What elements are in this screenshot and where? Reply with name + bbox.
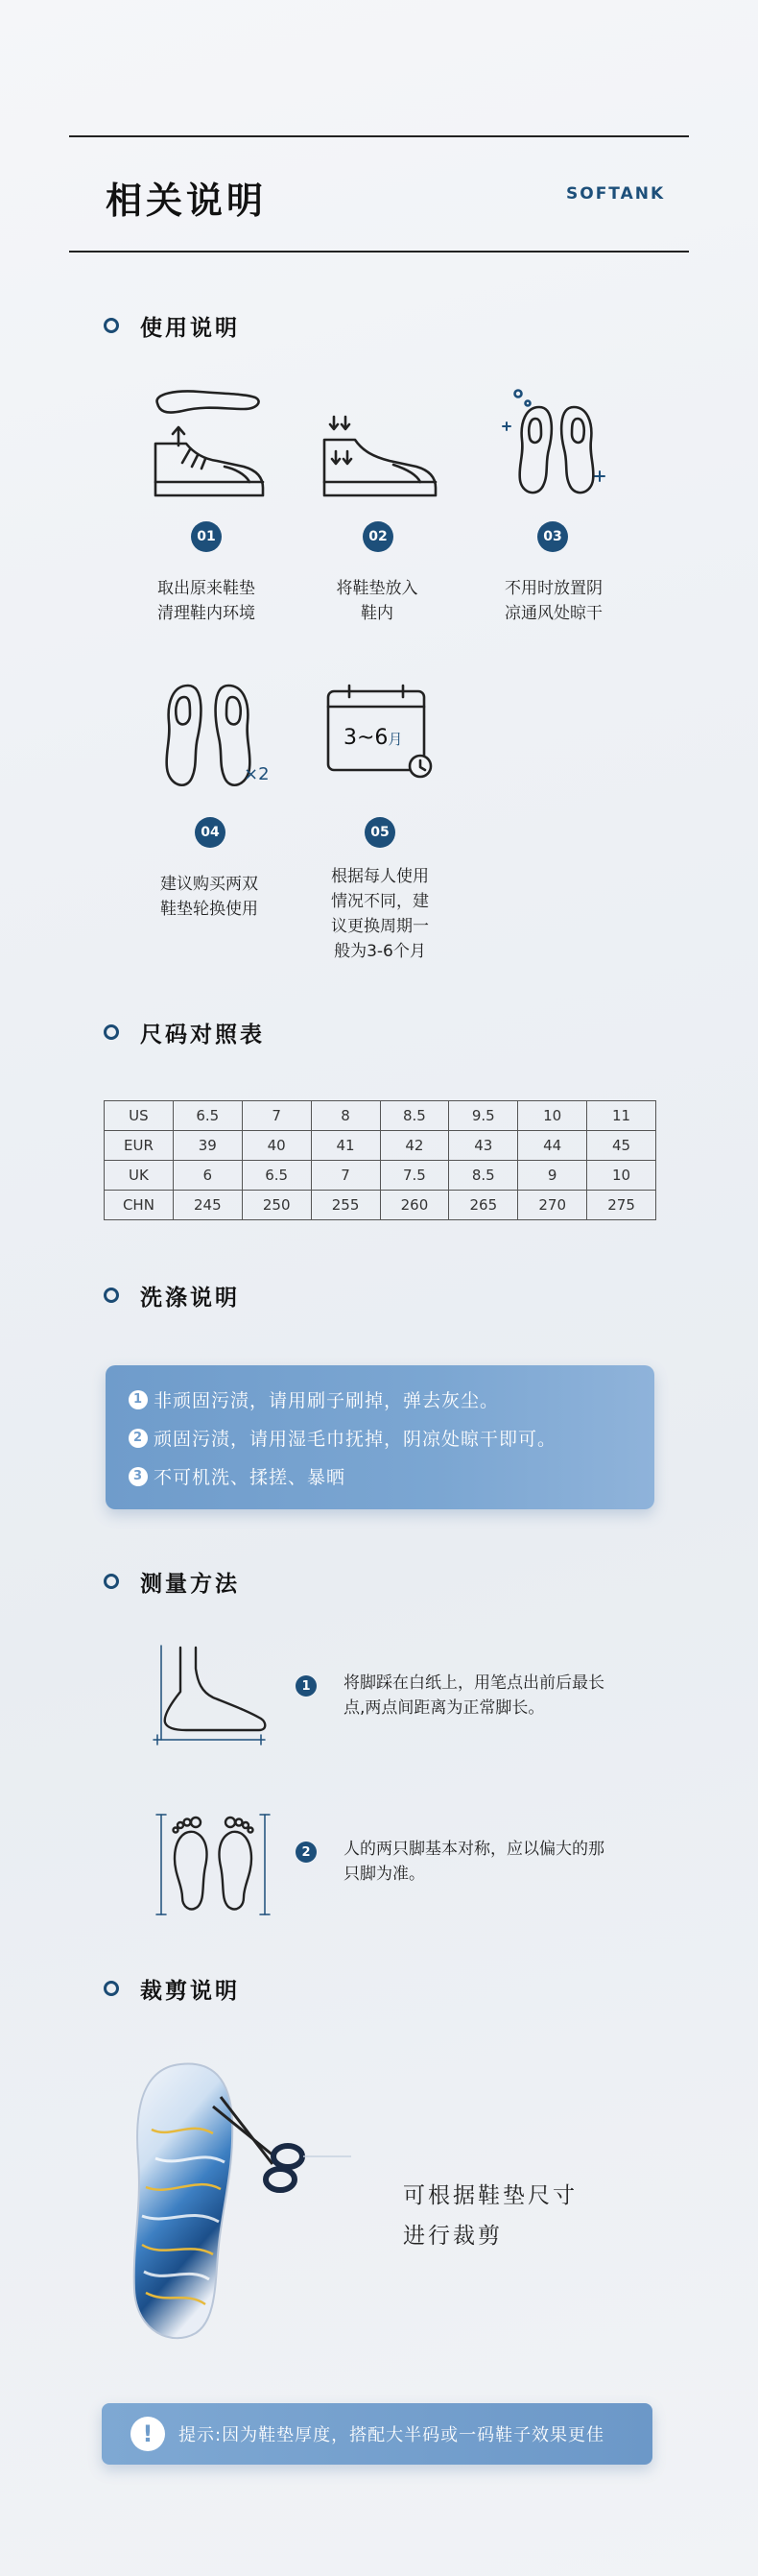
step-number-badge: 01 [191,521,222,552]
table-cell: 6 [173,1161,242,1191]
table-cell: 245 [173,1191,242,1220]
measure-step-text: 人的两只脚基本对称，应以偏大的那只脚为准。 [343,1840,604,1884]
table-cell: 260 [380,1191,449,1220]
step-number-badge: 02 [363,521,393,552]
table-cell: 250 [242,1191,311,1220]
step-number-badge: 1 [296,1675,317,1697]
table-cell: 43 [449,1131,518,1161]
list-item: 3 不可机洗、揉搓、暴晒 [129,1463,345,1489]
table-cell: 40 [242,1131,311,1161]
cutting-text-line1: 可根据鞋垫尺寸 [403,2183,578,2208]
table-cell: 255 [311,1191,380,1220]
table-cell: 275 [587,1191,656,1220]
table-cell: 8.5 [449,1161,518,1191]
number-badge: 1 [129,1390,148,1409]
exclamation-icon: ! [130,2417,165,2451]
size-chart-table [104,1100,656,1220]
bullet-circle-icon [104,318,119,333]
header-bottom-rule [69,251,689,253]
bullet-circle-icon [104,1288,119,1303]
list-item: 2 顽固污渍，请用湿毛巾抚掉，阴凉处晾干即可。 [129,1425,557,1451]
table-cell: 6.5 [173,1101,242,1131]
bullet-circle-icon [104,1981,119,1996]
table-cell: 265 [449,1191,518,1220]
measure-step-text: 将脚踩在白纸上，用笔点出前后最长点,两点间距离为正常脚长。 [343,1673,604,1718]
table-cell: EUR [105,1131,174,1161]
table-cell: 7 [242,1101,311,1131]
table-row [105,1101,656,1131]
section-cutting-heading: 裁剪说明 [104,1974,240,2003]
table-row [105,1191,656,1220]
step-number-badge: 04 [195,817,225,848]
table-cell: 270 [518,1191,587,1220]
foot-side-measure-icon [152,1644,269,1749]
table-cell: UK [105,1161,174,1191]
insole-with-scissors-image [113,2053,353,2350]
step-description: 将鞋垫放入 鞋内 [336,579,418,623]
table-cell: 39 [173,1131,242,1161]
shoe-insert-insole-icon [317,413,441,499]
section-size-chart-heading: 尺码对照表 [104,1018,265,1047]
calendar-range-label: 3~6月 [343,726,403,750]
step-number-badge: 03 [537,521,568,552]
table-cell: 8.5 [380,1101,449,1131]
bullet-circle-icon [104,1024,119,1040]
feet-top-measure-icon [155,1811,271,1918]
step-description: 建议购买两双 鞋垫轮换使用 [160,875,258,919]
number-badge: 3 [129,1467,148,1486]
list-item: 1 非顽固污渍，请用刷子刷掉，弹去灰尘。 [129,1386,499,1412]
washing-instructions-box [106,1365,654,1509]
table-cell: 42 [380,1131,449,1161]
table-row [105,1161,656,1191]
section-measure-heading: 测量方法 [104,1567,240,1596]
cutting-text-line2: 进行裁剪 [403,2224,503,2249]
table-cell: 6.5 [242,1161,311,1191]
shoe-remove-insole-icon [144,386,269,499]
step-description: 根据每人使用 情况不同，建 议更换周期一 般为3-6个月 [331,867,429,961]
table-cell: US [105,1101,174,1131]
table-cell: 41 [311,1131,380,1161]
table-cell: 44 [518,1131,587,1161]
table-cell: 8 [311,1101,380,1131]
step-description: 不用时放置阴 凉通风处晾干 [505,579,603,623]
table-cell: 10 [587,1161,656,1191]
step-number-badge: 05 [365,817,395,848]
bullet-circle-icon [104,1574,119,1589]
tip-text: 提示:因为鞋垫厚度，搭配大半码或一码鞋子效果更佳 [178,2425,605,2445]
table-cell: 7 [311,1161,380,1191]
table-cell: 11 [587,1101,656,1131]
step-description: 取出原来鞋垫 清理鞋内环境 [157,579,255,623]
step-number-badge: 2 [296,1842,317,1863]
insoles-dry-icon [497,384,612,501]
tip-banner [102,2403,652,2465]
section-washing-heading: 洗涤说明 [104,1281,240,1310]
times-two-label: ×2 [244,764,270,784]
section-usage-heading: 使用说明 [104,311,240,340]
table-cell: 45 [587,1131,656,1161]
table-cell: 9 [518,1161,587,1191]
brand-logo: SOFTANK [566,184,666,204]
header-top-rule [69,135,689,137]
table-cell: 9.5 [449,1101,518,1131]
table-cell: CHN [105,1191,174,1220]
table-row [105,1131,656,1161]
number-badge: 2 [129,1429,148,1448]
table-cell: 7.5 [380,1161,449,1191]
page-title: 相关说明 [106,180,268,222]
table-cell: 10 [518,1101,587,1131]
